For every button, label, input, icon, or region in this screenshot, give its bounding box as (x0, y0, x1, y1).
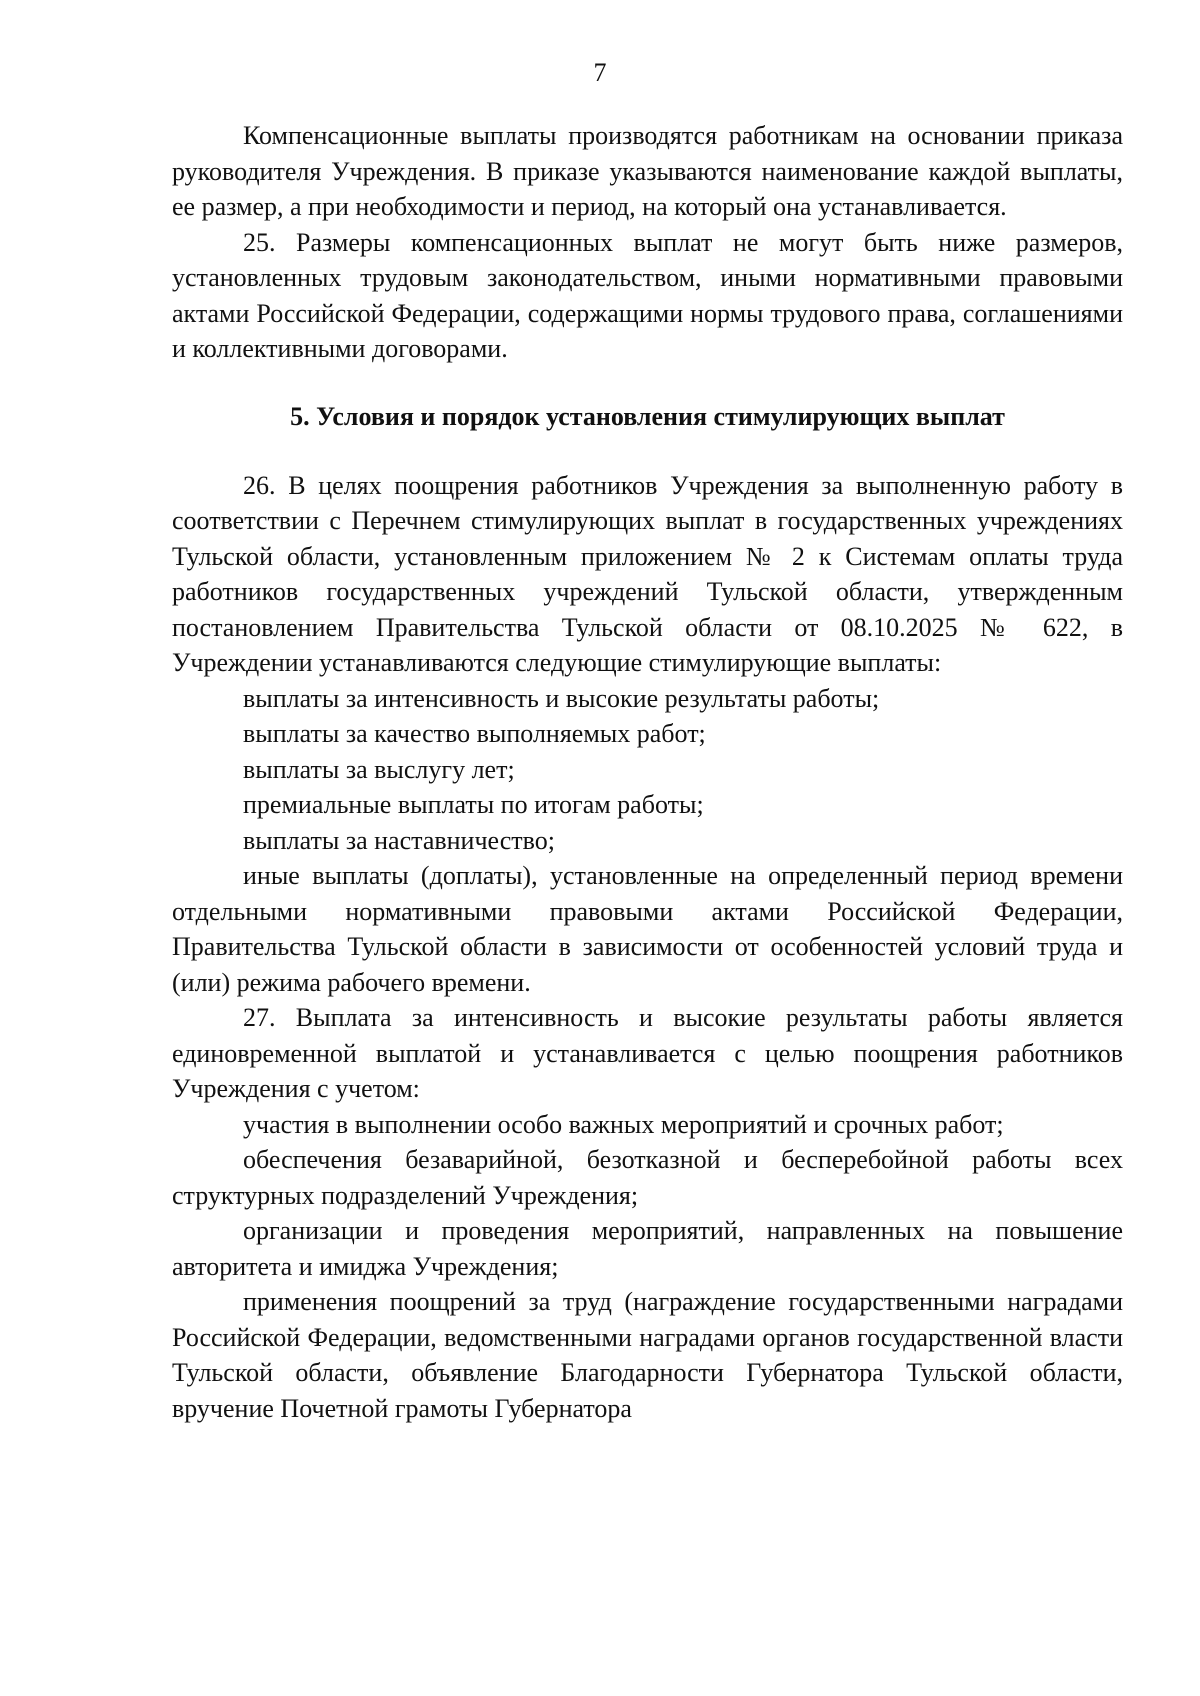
paragraph-27: 27. Выплата за интенсивность и высокие результаты работы является единовременной выплатой и устанавливается с целью поощрения работников Учреждения с учетом: (172, 1003, 1123, 1103)
list-item: выплаты за качество выполняемых работ; (243, 719, 706, 748)
list-item: участия в выполнении особо важных мероприятий и срочных работ; (243, 1109, 1004, 1139)
list-item: применения поощрений за труд (награждение государственными наградами Российской Федерации, ведомственными наградами органов государственной власти Тульской области, объявление Благодарности Губернатора Тульской области, вручение Почетной грамоты Губернатора (172, 1287, 1123, 1423)
list-item: иные выплаты (доплаты), установленные на определенный период времени отдельными нормативными правовыми актами Российской Федерации, Правительства Тульской области в зависимости от особенностей условий труда и (или) режима рабочего времени. (172, 861, 1123, 997)
list-item: обеспечения безаварийной, безотказной и бесперебойной работы всех структурных подразделений Учреждения; (172, 1145, 1123, 1210)
list-item: выплаты за интенсивность и высокие результаты работы; (243, 683, 880, 713)
list-item: премиальные выплаты по итогам работы; (243, 790, 704, 819)
list-item: выплаты за наставничество; (243, 825, 555, 855)
paragraph-25: 25. Размеры компенсационных выплат не могут быть ниже размеров, установленных трудовым законодательством, иными нормативными правовыми актами Российской Федерации, содержащими нормы трудового права, соглашениями и коллективными договорами. (172, 227, 1123, 363)
list-item: организации и проведения мероприятий, направленных на повышение авторитета и имиджа Учреждения; (172, 1216, 1123, 1281)
section-heading: 5. Условия и порядок установления стимулирующих выплат (290, 401, 1005, 431)
document-body (172, 118, 1123, 1426)
page-number: 7 (593, 58, 607, 87)
paragraph-26: 26. В целях поощрения работников Учреждения за выполненную работу в соответствии с Перечнем стимулирующих выплат в государственных учреждениях Тульской области, установленным приложением № 2 к Системам оплаты труда работников государственных учреждений Тульской области, утвержденным постановлением Правительства Тульской области от 08.10.2025 № 622, в Учреждении устанавливаются следующие стимулирующие выплаты: (172, 470, 1123, 677)
paragraph-compensation-order: Компенсационные выплаты производятся работникам на основании приказа руководителя Учреждения. В приказе указываются наименование каждой выплаты, ее размер, а при необходимости и период, на который она устанавливается. (172, 121, 1123, 221)
list-item: выплаты за выслугу лет; (243, 754, 515, 784)
